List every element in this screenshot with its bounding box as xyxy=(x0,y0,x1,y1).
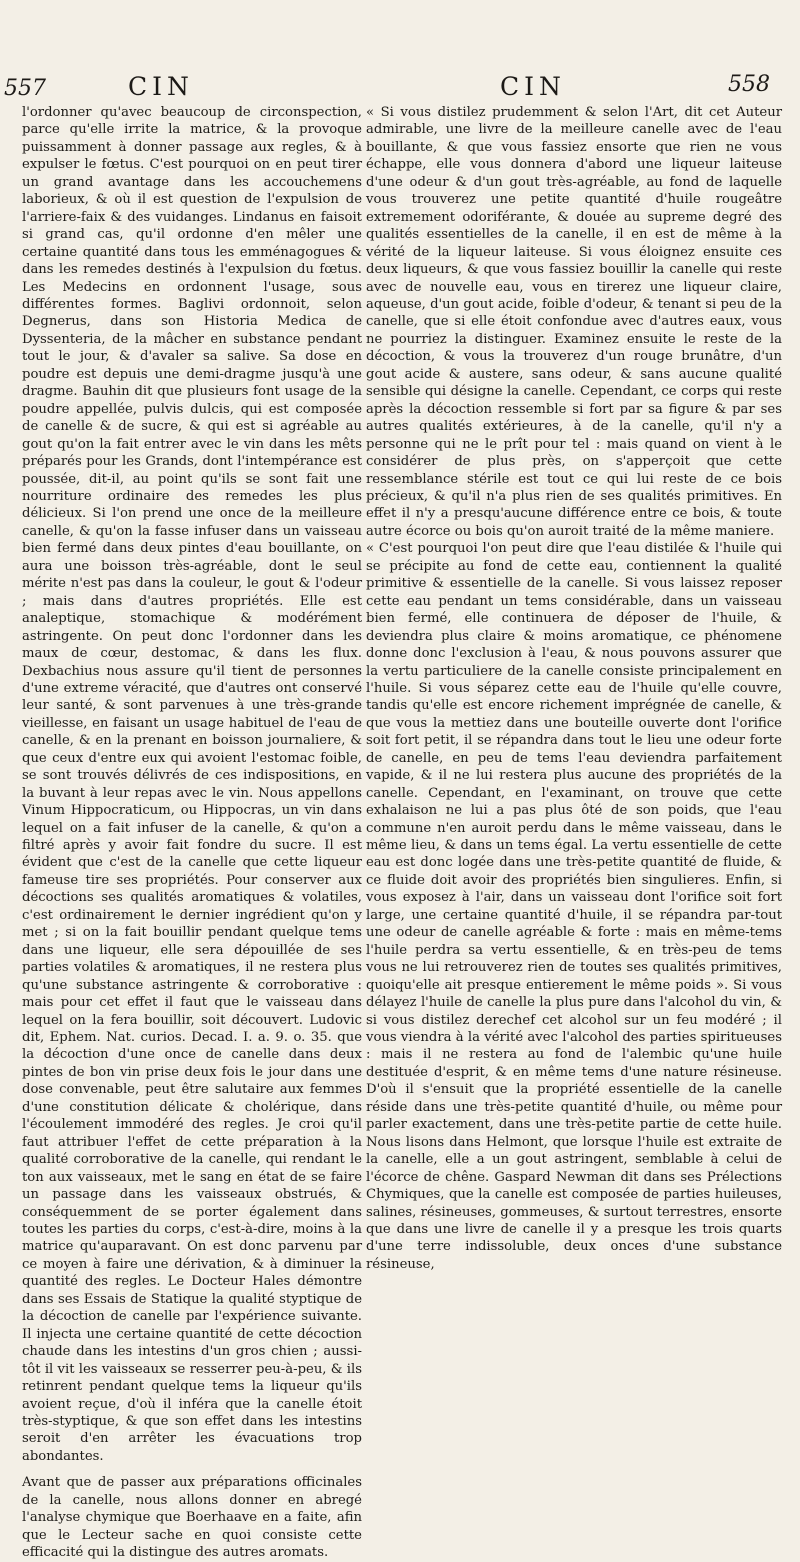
column-divider xyxy=(362,102,363,1272)
right-paragraph-2: « C'est pourquoi l'on peut dire que l'eau distilée & l'huile qui se précipite au fond de cette eau, contiennent la qualité primitive & essentielle de la canelle. Si vous laissez reposer cette eau pendant un tems considérable, dans un vaisseau bien fermé, elle continuera de déposer de l'huile, & deviendra plus claire & moins aromatique, ce phénomene donne donc l'exclusion à l'eau, & nous pouvons assurer que la vertu particuliere de la canelle consiste principalement en l'huile. Si vous séparez cette eau de l'huile qu'elle couvre, tandis qu'elle est encore richement imprégnée de canelle, & que vous la mettiez dans une bouteille ouverte dont l'orifice soit fort petit, il se répandra dans tout le lieu une odeur forte de canelle, en peu de tems l'eau deviendra parfaitement vapide, & il ne lui restera plus aucune des propriétés de la canelle. Cependant, en l'examinant, on trouve que cette exhalaison ne lui a pas plus ôté de son poids, que l'eau commune n'en auroit perdu dans le même vaisseau, dans le même lieu, & dans un tems égal. La vertu essentielle de cette eau est donc logée dans une très-petite quantité de fluide, & ce fluide doit avoir des propriétés bien singulieres. Enfin, si vous exposez à l'air, dans un vaisseau dont l'orifice soit fort large, une certaine quantité d'huile, il se répandra par-tout une odeur de canelle agréable & forte : mais en même-tems l'huile perdra sa vertu essentielle, & en très-peu de tems vous ne lui retrouverez rien de toutes ses qualités primitives, quoiqu'elle ait presque entierement le même poids ». Si vous délayez l'huile de canelle la plus pure dans l'alcohol du vin, & si vous distilez derechef cet alcohol sur un feu modéré ; il vous viendra à la vérité avec l'alcohol des parties spiritueuses : mais il ne restera au fond de l'alembic qu'une huile destituée d'esprit, & en même tems d'une nature résineuse. D'où il s'ensuit que la propriété essentielle de la canelle réside dans une très-petite quantité d'huile, ou même pour parler exactement, dans une très-petite partie de cette huile. Nous lisons dans Helmont, que lorsque l'huile est extraite de la canelle, elle a un gout astringent, semblable à celui de l'écorce de chêne. Gaspard Newman dit dans ses Prélections Chymiques, que la canelle est composée de parties huileuses, salines, résineuses, gommeuses, & surtout terrestres, ensorte que dans une livre de canelle il y a presque les trois quarts d'une terre indissoluble, deux onces d'une substance résineuse, xyxy=(366,541,782,1272)
left-paragraph-2: Avant que de passer aux préparations officinales de la canelle, nous allons donner en abregé l'analyse chymique que Boerhaave en a faite, afin que le Lecteur sache en quoi consiste cette efficacité qui la distingue des autres aromats. xyxy=(22,1475,362,1561)
left-paragraph-1: l'ordonner qu'avec beaucoup de circonspection, parce qu'elle irrite la matrice, & la provoque puissamment à donner passage aux regles, & à expulser le fœtus. C'est pourquoi on en peut tirer un grand avantage dans les accouchemens laborieux, & où il est question de l'expulsion de l'arriere-faix & des vuidanges. Lindanus en faisoit si grand cas, qu'il ordonne d'en mêler une certaine quantité dans tous les emménagogues & dans les remedes destinés à l'expulsion du fœtus. Les Medecins en ordonnent l'usage, sous différentes formes. Baglivi ordonnoit, selon Degnerus, dans son Historia Medica de Dyssenteria, de la mâcher en substance pendant tout le jour, & d'avaler sa salive. Sa dose en poudre est depuis une demi-dragme jusqu'à une dragme. Bauhin dit que plusieurs font usage de la poudre appellée, pulvis dulcis, qui est composée de canelle & de sucre, & qui est si agréable au gout qu'on la fait entrer avec le vin dans les mêts préparés pour les Grands, dont l'intempérance est poussée, dit-il, au point qu'ils se sont fait une nourriture ordinaire des remedes les plus délicieux. Si l'on prend une once de la meilleure canelle, & qu'on la fasse infuser dans un vaisseau bien fermé dans deux pintes d'eau bouillante, on aura une boisson très-agréable, dont le seul mérite n'est pas dans la couleur, le gout & l'odeur ; mais dans d'autres propriétés. Elle est analeptique, stomachique & modérément astringente. On peut donc l'ordonner dans les maux de cœur, destomac, & dans les flux. Dexbachius nous assure qu'il tient de personnes d'une extreme véracité, que d'autres ont conservé leur santé, & sont parvenues à une très-grande vieillesse, en faisant un usage habituel de l'eau de canelle, & en la prenant en boisson journaliere, & que ceux d'entre eux qui avoient l'estomac foible, se sont trouvés délivrés de ces indispositions, en la buvant à leur repas avec le vin. Nous appellons Vinum Hippocraticum, ou Hippocras, un vin dans lequel on a fait infuser de la canelle, & qu'on a filtré après y avoir fait fondre du sucre. Il est évident que c'est de la canelle que cette liqueur fameuse tire ses propriétés. Pour conserver aux décoctions ses qualités aromatiques & volatiles, c'est ordinairement le dernier ingrédient qu'on y met ; si on la fait bouillir pendant quelque tems dans une liqueur, elle sera dépouillée de ses parties volatiles & aromatiques, il ne restera plus qu'une substance astringente & corroborative : mais pour cet effet il faut que le vaisseau dans lequel on la fera bouillir, soit découvert. Ludovic dit, Ephem. Nat. curios. Decad. I. a. 9. o. 35. que la décoction d'une once de canelle dans deux pintes de bon vin prise deux fois le jour dans une dose convenable, peut être salutaire aux femmes d'une constitution délicate & cholérique, dans l'écoulement immodéré des regles. Je croi qu'il faut attribuer l'effet de cette préparation à la qualité corroborative de la canelle, qui rendant le ton aux vaisseaux, met le sang en état de se faire un passage dans les vaisseaux obstrués, & conséquemment de se porter également dans toutes les parties du corps, c'est-à-dire, moins à la matrice qu'auparavant. On est donc parvenu par ce moyen à faire une dérivation, & à diminuer la quantité des regles. Le Docteur Hales démontre dans ses Essais de Statique la qualité styptique de la décoction de canelle par l'expérience suivante. Il injecta une certaine quantité de cette décoction chaude dans les intestins d'un gros chien ; aussi-tôt il vit les vaisseaux se resserrer peu-à-peu, & ils retinrent pendant quelque tems la liqueur qu'ils avoient reçue, d'où il inféra que la canelle étoit très-styptique, & que son effet dans les intestins seroit d'en arrêter les évacuations trop abondantes. xyxy=(22,105,362,1464)
right-text-column xyxy=(366,104,782,1273)
left-running-head: CIN xyxy=(128,72,194,101)
right-paragraph-1: « Si vous distilez prudemment & selon l'Art, dit cet Auteur admirable, une livre de la meilleure canelle avec de l'eau bouillante, & que vous fassiez ensorte que rien ne vous échappe, elle vous donnera d'abord une liqueur laiteuse d'une odeur & d'un gout très-agréable, au fond de laquelle vous trouverez une petite quantité d'huile rougeâtre extremement odoriférante, & douée au supreme degré des qualités essentielles de la canelle, il en est de même à la vérité de la liqueur laiteuse. Si vous éloignez ensuite ces deux liqueurs, & que vous fassiez bouillir la canelle qui reste avec de nouvelle eau, vous en tirerez une liqueur claire, aqueuse, d'un gout acide, foible d'odeur, & tenant si peu de la canelle, que si elle étoit confondue avec d'autres eaux, vous ne pourriez la distinguer. Examinez ensuite le reste de la décoction, & vous la trouverez d'un rouge brunâtre, d'un gout acide & austere, sans odeur, & sans aucune qualité sensible qui désigne la canelle. Cependant, ce corps qui reste après la décoction ressemble si fort par sa figure & par ses autres qualités extérieures, à de la canelle, qu'il n'y a personne qui ne le prît pour tel : mais quand on vient à le considérer de plus près, on s'apperçoit que cette ressemblance stérile est tout ce qui lui reste de ce bois précieux, & qu'il n'a plus rien de ses qualités primitives. En effet il n'y a presqu'aucune différence entre ce bois, & toute autre écorce ou bois qu'on auroit traité de la même maniere. xyxy=(366,105,782,539)
left-page-number: 557 xyxy=(4,76,46,101)
right-page-number: 558 xyxy=(728,72,770,97)
right-running-head: CIN xyxy=(500,72,566,101)
page-header xyxy=(0,70,800,106)
left-text-column xyxy=(22,104,362,1562)
paragraph-gap xyxy=(22,1465,362,1474)
